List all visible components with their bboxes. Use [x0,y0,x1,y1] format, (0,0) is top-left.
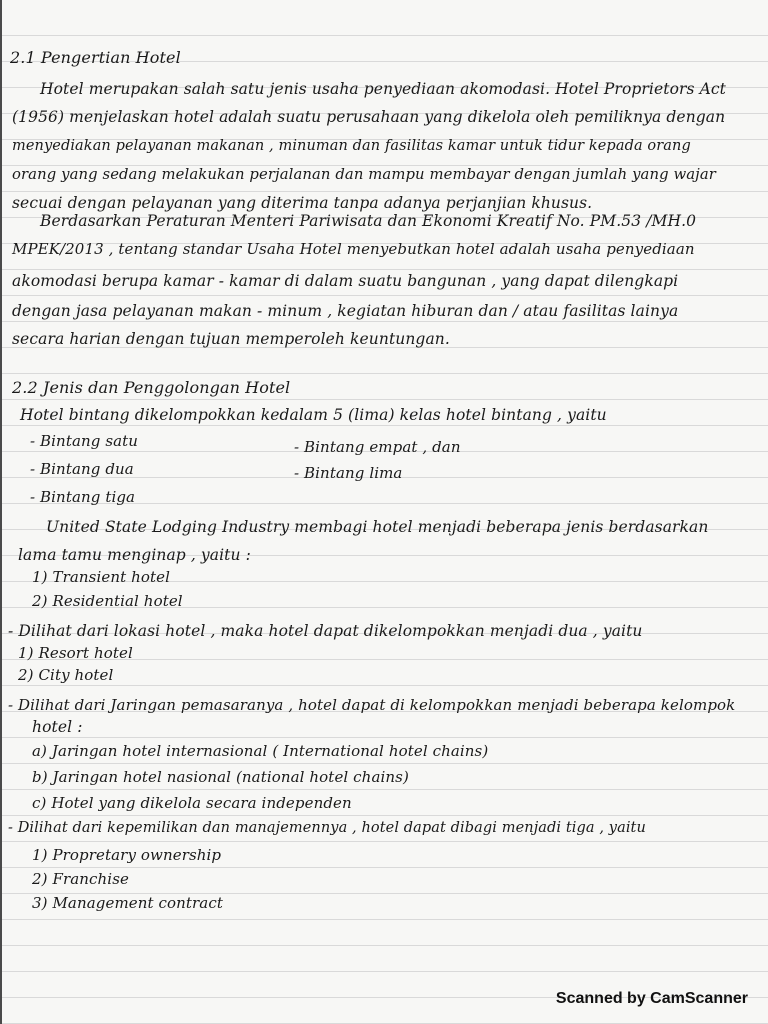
paragraph-line: secuai dengan pelayanan yang diterima tanpa adanya perjanjian khusus. [12,194,593,212]
paragraph-line: - Dilihat dari Jaringan pemasaranya , hotel dapat di kelompokkan menjadi beberapa kelompok [8,696,736,714]
list-item: b) Jaringan hotel nasional (national hotel chains) [32,768,409,786]
paragraph-line: (1956) menjelaskan hotel adalah suatu perusahaan yang dikelola oleh pemiliknya dengan [12,108,726,126]
paragraph-line: secara harian dengan tujuan memperoleh keuntungan. [12,330,450,348]
list-item: 2) City hotel [18,666,114,684]
list-item: a) Jaringan hotel internasional ( International hotel chains) [32,742,489,760]
list-item: 3) Management contract [32,894,223,912]
section-heading: 2.2 Jenis dan Penggolongan Hotel [12,378,291,397]
list-item: 2) Franchise [32,870,129,888]
camscanner-watermark: Scanned by CamScanner [555,990,748,1007]
list-item: - Bintang tiga [30,488,136,506]
list-item: 1) Resort hotel [18,644,133,662]
paragraph-line: - Dilihat dari lokasi hotel , maka hotel dapat dikelompokkan menjadi dua , yaitu [8,622,643,640]
paragraph-line: Hotel merupakan salah satu jenis usaha penyediaan akomodasi. Hotel Proprietors Act [40,80,726,98]
paragraph-line: Hotel bintang dikelompokkan kedalam 5 (lima) kelas hotel bintang , yaitu [20,406,607,424]
list-item: 2) Residential hotel [32,592,183,610]
list-item: - Bintang lima [294,464,403,482]
paragraph-line: menyediakan pelayanan makanan , minuman dan fasilitas kamar untuk tidur kepada orang [12,138,691,154]
paragraph-line: hotel : [32,718,83,736]
list-item: 1) Transient hotel [32,568,170,586]
list-item: 1) Propretary ownership [32,846,222,864]
paragraph-line: orang yang sedang melakukan perjalanan dan mampu membayar dengan jumlah yang wajar [12,166,716,183]
paragraph-line: akomodasi berupa kamar - kamar di dalam suatu bangunan , yang dapat dilengkapi [12,272,679,290]
list-item: - Bintang empat , dan [294,438,461,456]
list-item: c) Hotel yang dikelola secara independen [32,794,352,812]
paragraph-line: lama tamu menginap , yaitu : [18,546,251,564]
section-heading: 2.1 Pengertian Hotel [10,48,181,67]
list-item: - Bintang dua [30,460,134,478]
paragraph-line: United State Lodging Industry membagi hotel menjadi beberapa jenis berdasarkan [46,518,709,536]
paragraph-line: MPEK/2013 , tentang standar Usaha Hotel menyebutkan hotel adalah usaha penyediaan [12,240,695,258]
paragraph-line: Berdasarkan Peraturan Menteri Pariwisata dan Ekonomi Kreatif No. PM.53 /MH.0 [40,212,697,230]
paragraph-line: - Dilihat dari kepemilikan dan manajemennya , hotel dapat dibagi menjadi tiga , yaitu [8,820,646,836]
list-item: - Bintang satu [30,432,139,450]
paragraph-line: dengan jasa pelayanan makan - minum , kegiatan hiburan dan / atau fasilitas lainya [12,302,679,320]
